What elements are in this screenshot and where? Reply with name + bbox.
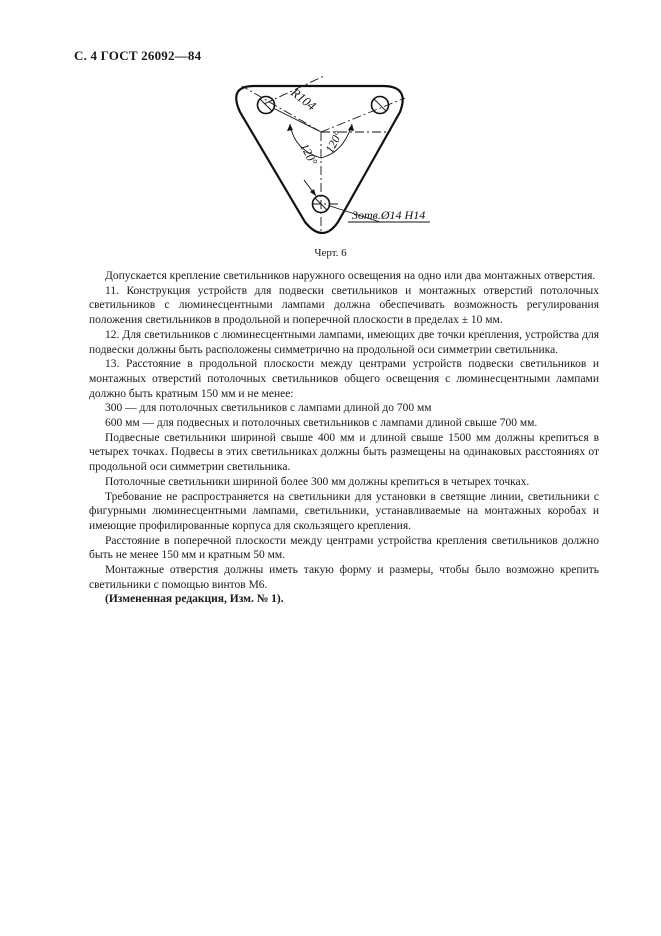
mounting-holes — [258, 97, 389, 213]
paragraph: Монтажные отверстия должны иметь такую форму и размеры, чтобы было возможно крепить светильники с помощью винтов М6. — [89, 564, 599, 591]
paragraph: Требование не распространяется на светильники для установки в светящие линии, светильники с фигурными люминесцентными лампами, светильники, устанавливаемые на монтажных коробах и имеющие профилированные корпуса для скользящего крепления. — [89, 490, 599, 532]
paragraph: 13. Расстояние в продольной плоскости между центрами устройств подвески светильников и монтажных отверстий потолочных светильников общего освещения с люминесцентными лампами должно быть кратным 150 мм и не менее: — [89, 358, 599, 400]
paragraph: Расстояние в поперечной плоскости между центрами устройства крепления светильников должно быть не менее 150 мм и кратным 50 мм. — [89, 534, 599, 562]
amendment-note: (Измененная редакция, Изм. № 1). — [105, 593, 284, 606]
radius-label: R104 — [288, 84, 320, 114]
paragraph: Допускается крепление светильников наружного освещения на одно или два монтажных отверстия. — [105, 270, 596, 282]
technical-drawing — [220, 72, 440, 242]
paragraph: 11. Конструкция устройств для подвески светильников и монтажных отверстий потолочных светильников с люминесцентными лампами должна обеспечивать возможность регулирования положения светильников в продольной и поперечной плоскости в пределах ± 10 мм. — [89, 284, 599, 327]
body-text — [89, 269, 599, 607]
holes-label: 3отв.Ø14 Н14 — [352, 208, 426, 222]
paragraph: 600 мм — для подвесных и потолочных светильников с лампами длиной свыше 700 мм. — [105, 417, 538, 430]
figure-caption: Черт. 6 — [314, 247, 347, 259]
page-header: С. 4 ГОСТ 26092—84 — [74, 48, 202, 63]
angle-left-label: 120° — [297, 140, 321, 168]
paragraph: Подвесные светильники шириной свыше 400 мм и длиной свыше 1500 мм должны крепиться в четырех точках. Подвесы в этих светильниках должны быть размещены на одинаковых расстояниях от продольной оси симметрии светильника. — [89, 431, 599, 474]
drawing-svg — [220, 72, 440, 242]
paragraph: 12. Для светильников с люминесцентными лампами, имеющих две точки крепления, устройства для подвески должны быть расположены симметрично на продольной оси симметрии светильника. — [89, 328, 599, 356]
paragraph: Потолочные светильники шириной более 300 мм должны крепиться в четырех точках. — [105, 475, 530, 488]
paragraph: 300 — для потолочных светильников с лампами длиной до 700 мм — [105, 402, 432, 415]
angle-right-label: 120° — [322, 128, 346, 156]
